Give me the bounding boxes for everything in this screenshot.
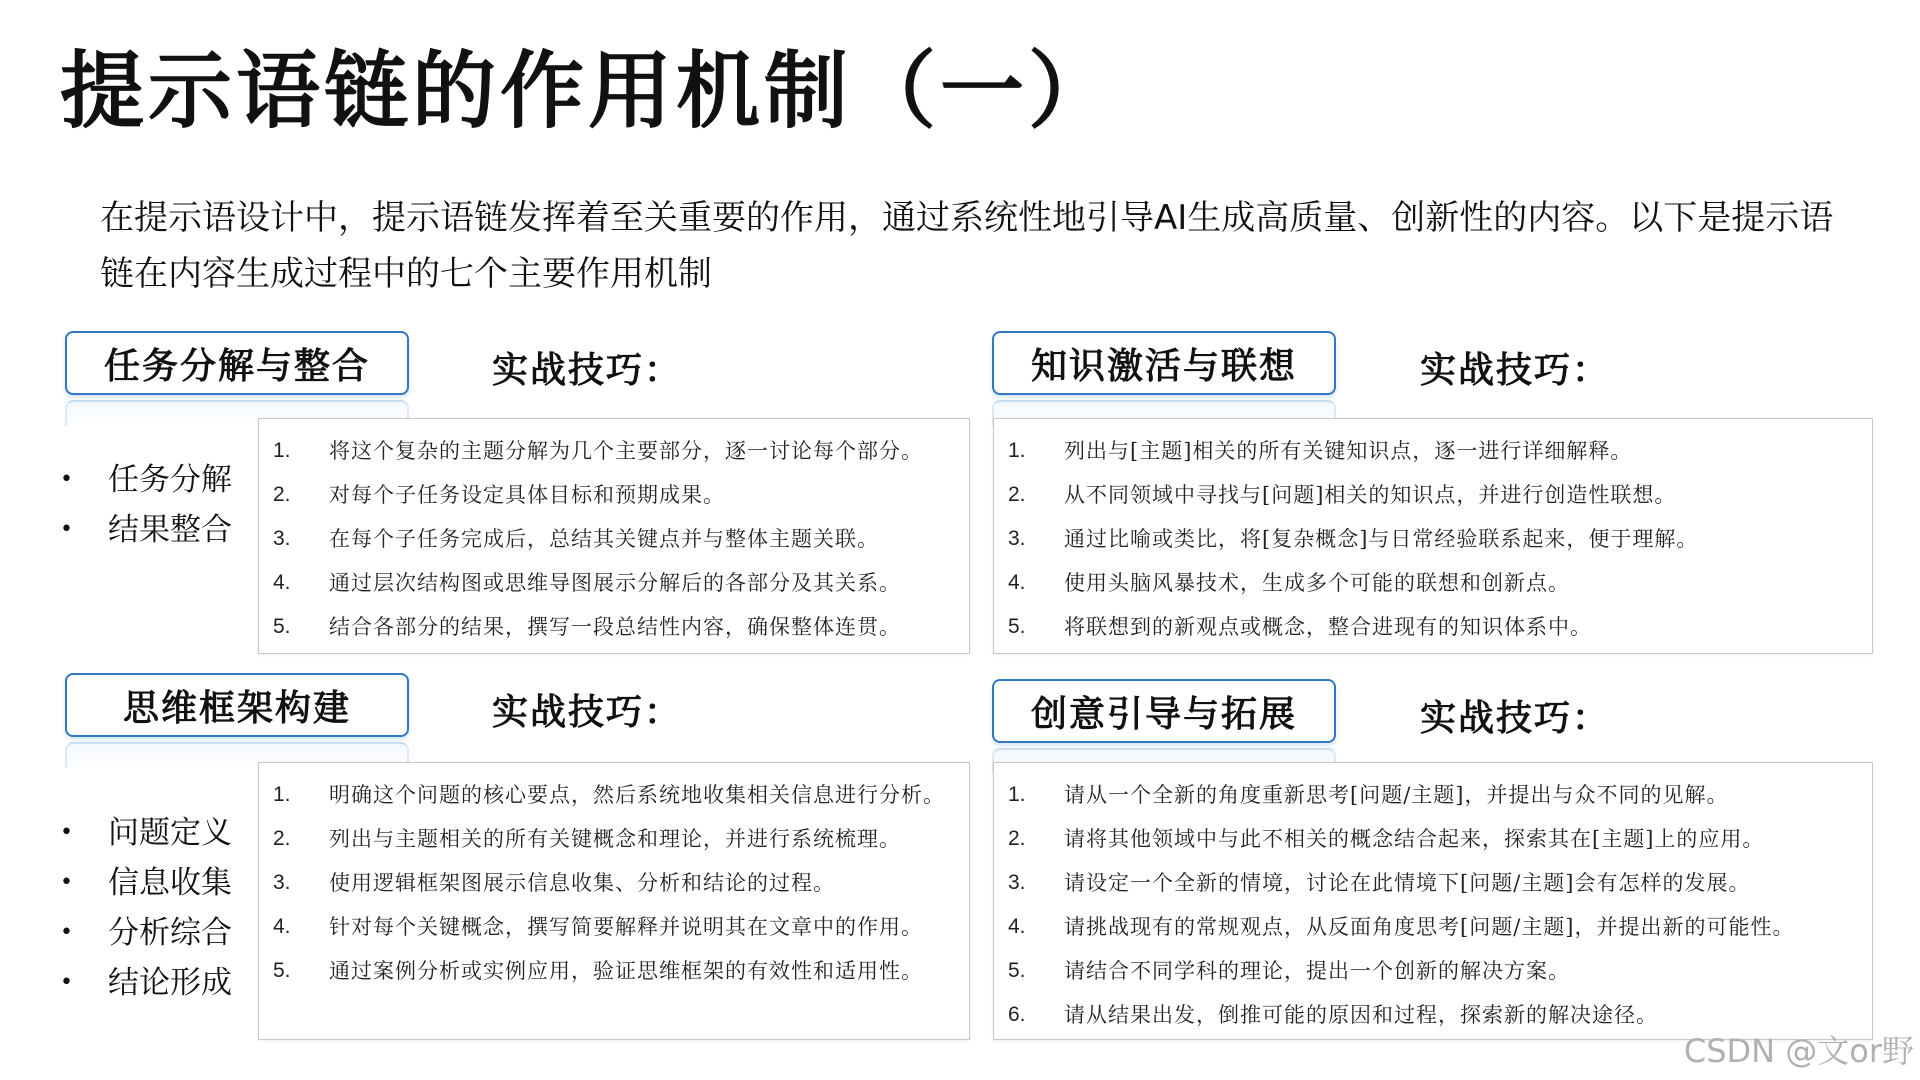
page-title: 提示语链的作用机制（一） bbox=[60, 42, 1117, 140]
list-item: 2. 对每个子任务设定具体目标和预期成果。 bbox=[273, 483, 725, 507]
list-item: 3. 使用逻辑框架图展示信息收集、分析和结论的过程。 bbox=[273, 871, 835, 895]
list-item: 3. 请设定一个全新的情境，讨论在此情境下[问题/主题]会有怎样的发展。 bbox=[1008, 871, 1751, 895]
section-heading: 知识激活与联想 bbox=[992, 331, 1336, 395]
tips-box bbox=[258, 418, 970, 654]
list-item: 2. 请将其他领域中与此不相关的概念结合起来，探索其在[主题]上的应用。 bbox=[1008, 827, 1765, 851]
list-item: 1. 列出与[主题]相关的所有关键知识点，逐一进行详细解释。 bbox=[1008, 439, 1633, 463]
bullet-list bbox=[60, 808, 232, 1008]
list-item: 4. 使用头脑风暴技术，生成多个可能的联想和创新点。 bbox=[1008, 571, 1570, 595]
list-item: 1. 明确这个问题的核心要点，然后系统地收集相关信息进行分析。 bbox=[273, 783, 945, 807]
watermark: CSDN @文or野 bbox=[1683, 1032, 1914, 1070]
tips-label: 实战技巧： bbox=[1420, 698, 1611, 739]
tips-label: 实战技巧： bbox=[492, 692, 683, 733]
list-item: 1. 请从一个全新的角度重新思考[问题/主题]，并提出与众不同的见解。 bbox=[1008, 783, 1729, 807]
bullet-item: • 任务分解 bbox=[60, 462, 232, 498]
tips-label: 实战技巧： bbox=[492, 350, 683, 391]
list-item: 4. 通过层次结构图或思维导图展示分解后的各部分及其关系。 bbox=[273, 571, 901, 595]
intro-paragraph: 在提示语设计中，提示语链发挥着至关重要的作用，通过系统性地引导AI生成高质量、创新性的内容。以下是提示语链在内容生成过程中的七个主要作用机制 bbox=[100, 198, 1834, 294]
list-item: 2. 从不同领域中寻找与[问题]相关的知识点，并进行创造性联想。 bbox=[1008, 483, 1677, 507]
bullet-item: • 问题定义 bbox=[60, 815, 232, 851]
tips-box bbox=[258, 762, 970, 1040]
list-item: 2. 列出与主题相关的所有关键概念和理论，并进行系统梳理。 bbox=[273, 827, 901, 851]
list-item: 1. 将这个复杂的主题分解为几个主要部分，逐一讨论每个部分。 bbox=[273, 439, 923, 463]
list-item: 3. 通过比喻或类比，将[复杂概念]与日常经验联系起来，便于理解。 bbox=[1008, 527, 1699, 551]
tips-label: 实战技巧： bbox=[1420, 350, 1611, 391]
section-heading: 任务分解与整合 bbox=[65, 331, 409, 395]
list-item: 5. 将联想到的新观点或概念，整合进现有的知识体系中。 bbox=[1008, 615, 1592, 639]
tips-box bbox=[993, 762, 1873, 1040]
bullet-list bbox=[60, 455, 232, 555]
list-item: 4. 请挑战现有的常规观点，从反面角度思考[问题/主题]，并提出新的可能性。 bbox=[1008, 915, 1795, 939]
bullet-item: • 分析综合 bbox=[60, 915, 232, 951]
list-item: 6. 请从结果出发，倒推可能的原因和过程，探索新的解决途径。 bbox=[1008, 1003, 1658, 1027]
section-heading: 思维框架构建 bbox=[65, 673, 409, 737]
list-item: 5. 请结合不同学科的理论，提出一个创新的解决方案。 bbox=[1008, 959, 1570, 983]
list-item: 3. 在每个子任务完成后，总结其关键点并与整体主题关联。 bbox=[273, 527, 879, 551]
section-heading: 创意引导与拓展 bbox=[992, 679, 1336, 743]
list-item: 5. 结合各部分的结果，撰写一段总结性内容，确保整体连贯。 bbox=[273, 615, 901, 639]
tips-box bbox=[993, 418, 1873, 654]
list-item: 5. 通过案例分析或实例应用，验证思维框架的有效性和适用性。 bbox=[273, 959, 923, 983]
bullet-item: • 结果整合 bbox=[60, 512, 232, 548]
list-item: 4. 针对每个关键概念，撰写简要解释并说明其在文章中的作用。 bbox=[273, 915, 923, 939]
bullet-item: • 信息收集 bbox=[60, 865, 232, 901]
bullet-item: • 结论形成 bbox=[60, 965, 232, 1001]
